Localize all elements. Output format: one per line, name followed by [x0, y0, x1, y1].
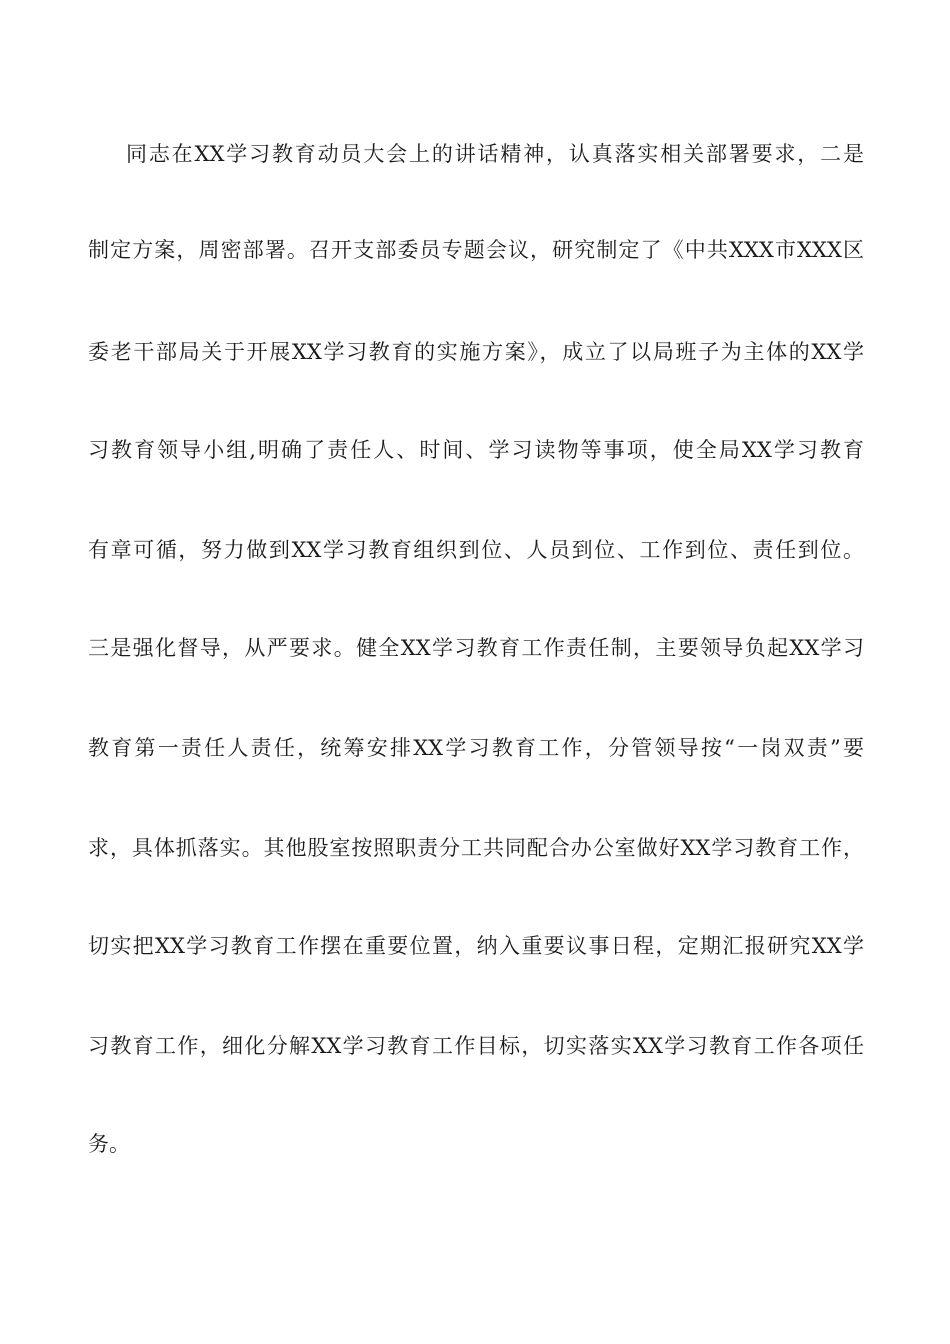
paragraph-line-8: 求，具体抓落实。其他股室按照职责分工共同配合办公室做好XX学习教育工作， — [88, 836, 864, 860]
paragraph-line-10: 习教育工作，细化分解XX学习教育工作目标，切实落实XX学习教育工作各项任 — [88, 1034, 864, 1058]
paragraph-line-7: 教育第一责任人责任，统筹安排XX学习教育工作，分管领导按“一岗双责”要 — [88, 736, 864, 760]
paragraph-line-5: 有章可循，努力做到XX学习教育组织到位、人员到位、工作到位、责任到位。 — [88, 538, 864, 562]
paragraph-line-3: 委老干部局关于开展XX学习教育的实施方案》，成立了以局班子为主体的XX学 — [88, 340, 864, 364]
paragraph-line-11: 务。 — [88, 1132, 130, 1156]
paragraph-line-1: 同志在XX学习教育动员大会上的讲话精神，认真落实相关部署要求，二是 — [126, 142, 864, 166]
paragraph-line-6: 三是强化督导，从严要求。健全XX学习教育工作责任制，主要领导负起XX学习 — [88, 636, 864, 660]
paragraph-line-9: 切实把XX学习教育工作摆在重要位置，纳入重要议事日程，定期汇报研究XX学 — [88, 934, 864, 958]
paragraph-line-2: 制定方案，周密部署。召开支部委员专题会议，研究制定了《中共XXX市XXX区 — [88, 238, 864, 262]
paragraph-line-4: 习教育领导小组,明确了责任人、时间、学习读物等事项，使全局XX学习教育 — [88, 438, 864, 462]
